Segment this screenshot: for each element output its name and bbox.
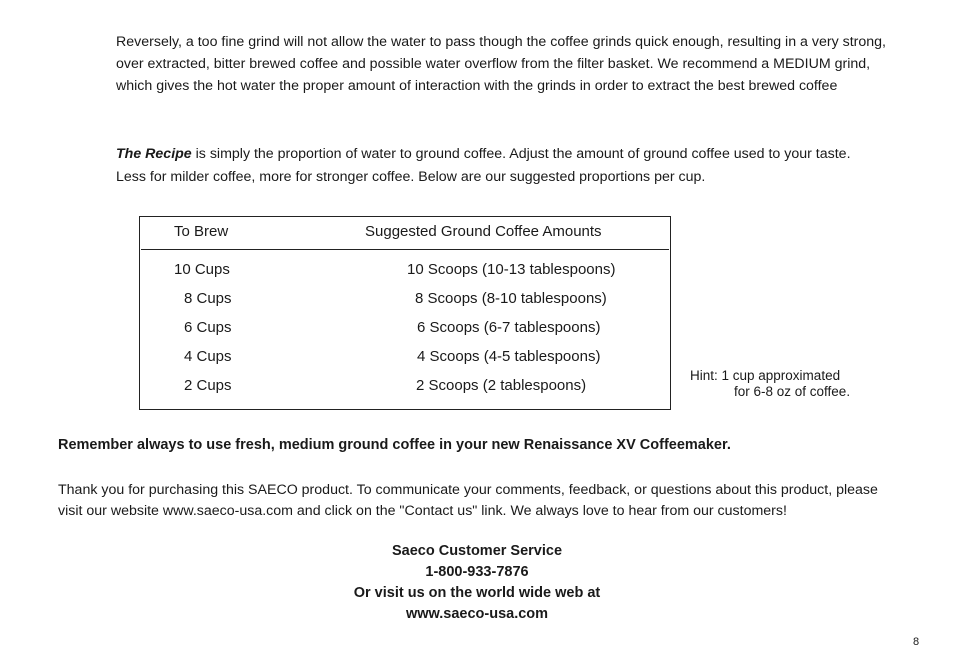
web-prompt: Or visit us on the world wide web at	[353, 585, 601, 601]
hint-note	[690, 368, 850, 400]
proportions-table	[139, 216, 671, 410]
header-amounts: Suggested Ground Coffee Amounts	[365, 223, 602, 240]
recipe-text: is simply the proportion of water to ground coffee. Adjust the amount of ground coffee used to your taste. Less for milder coffee, more for stronger coffee. Below are our suggested proportions per cup.	[116, 146, 851, 185]
hint-line-2: for 6-8 oz of coffee.	[734, 384, 851, 399]
row-6-scoops: 6 Scoops (6-7 tablespoons)	[417, 319, 601, 336]
recipe-term: The Recipe	[116, 146, 192, 162]
row-8-scoops: 8 Scoops (8-10 tablespoons)	[415, 290, 607, 307]
row-2-scoops: 2 Scoops (2 tablespoons)	[416, 377, 587, 394]
row-8-cups: 8 Cups	[184, 290, 232, 307]
remember-statement: Remember always to use fresh, medium ground coffee in your new Renaissance XV Coffeemaker.	[58, 437, 731, 453]
row-2-cups: 2 Cups	[184, 377, 232, 394]
customer-service-block	[0, 541, 954, 625]
hint-line-1: Hint: 1 cup approximated	[690, 368, 841, 383]
grind-paragraph: Reversely, a too fine grind will not allow the water to pass though the coffee grinds quick enough, resulting in a very strong, over extracted, bitter brewed coffee and possible water overflow from the filter basket. We recommend a MEDIUM grind, which gives the hot water the proper amount of interaction with the grinds in order to extract the best brewed coffee	[116, 34, 886, 94]
row-6-cups: 6 Cups	[184, 319, 232, 336]
header-divider	[141, 249, 669, 250]
row-4-scoops: 4 Scoops (4-5 tablespoons)	[417, 348, 601, 365]
recipe-paragraph	[116, 143, 876, 189]
thank-you-paragraph: Thank you for purchasing this SAECO product. To communicate your comments, feedback, or questions about this product, please visit our website www.saeco-usa.com and click on the "Contact us" link. We always love to hear from our customers!	[58, 482, 878, 519]
page-number: 8	[913, 636, 920, 648]
phone-number: 1-800-933-7876	[425, 564, 529, 580]
website-link[interactable]: www.saeco-usa.com	[405, 606, 549, 622]
row-4-cups: 4 Cups	[184, 348, 232, 365]
row-10-scoops: 10 Scoops (10-13 tablespoons)	[407, 261, 616, 278]
customer-service-title: Saeco Customer Service	[391, 543, 563, 559]
header-to-brew: To Brew	[174, 223, 229, 240]
row-10-cups: 10 Cups	[174, 261, 230, 278]
